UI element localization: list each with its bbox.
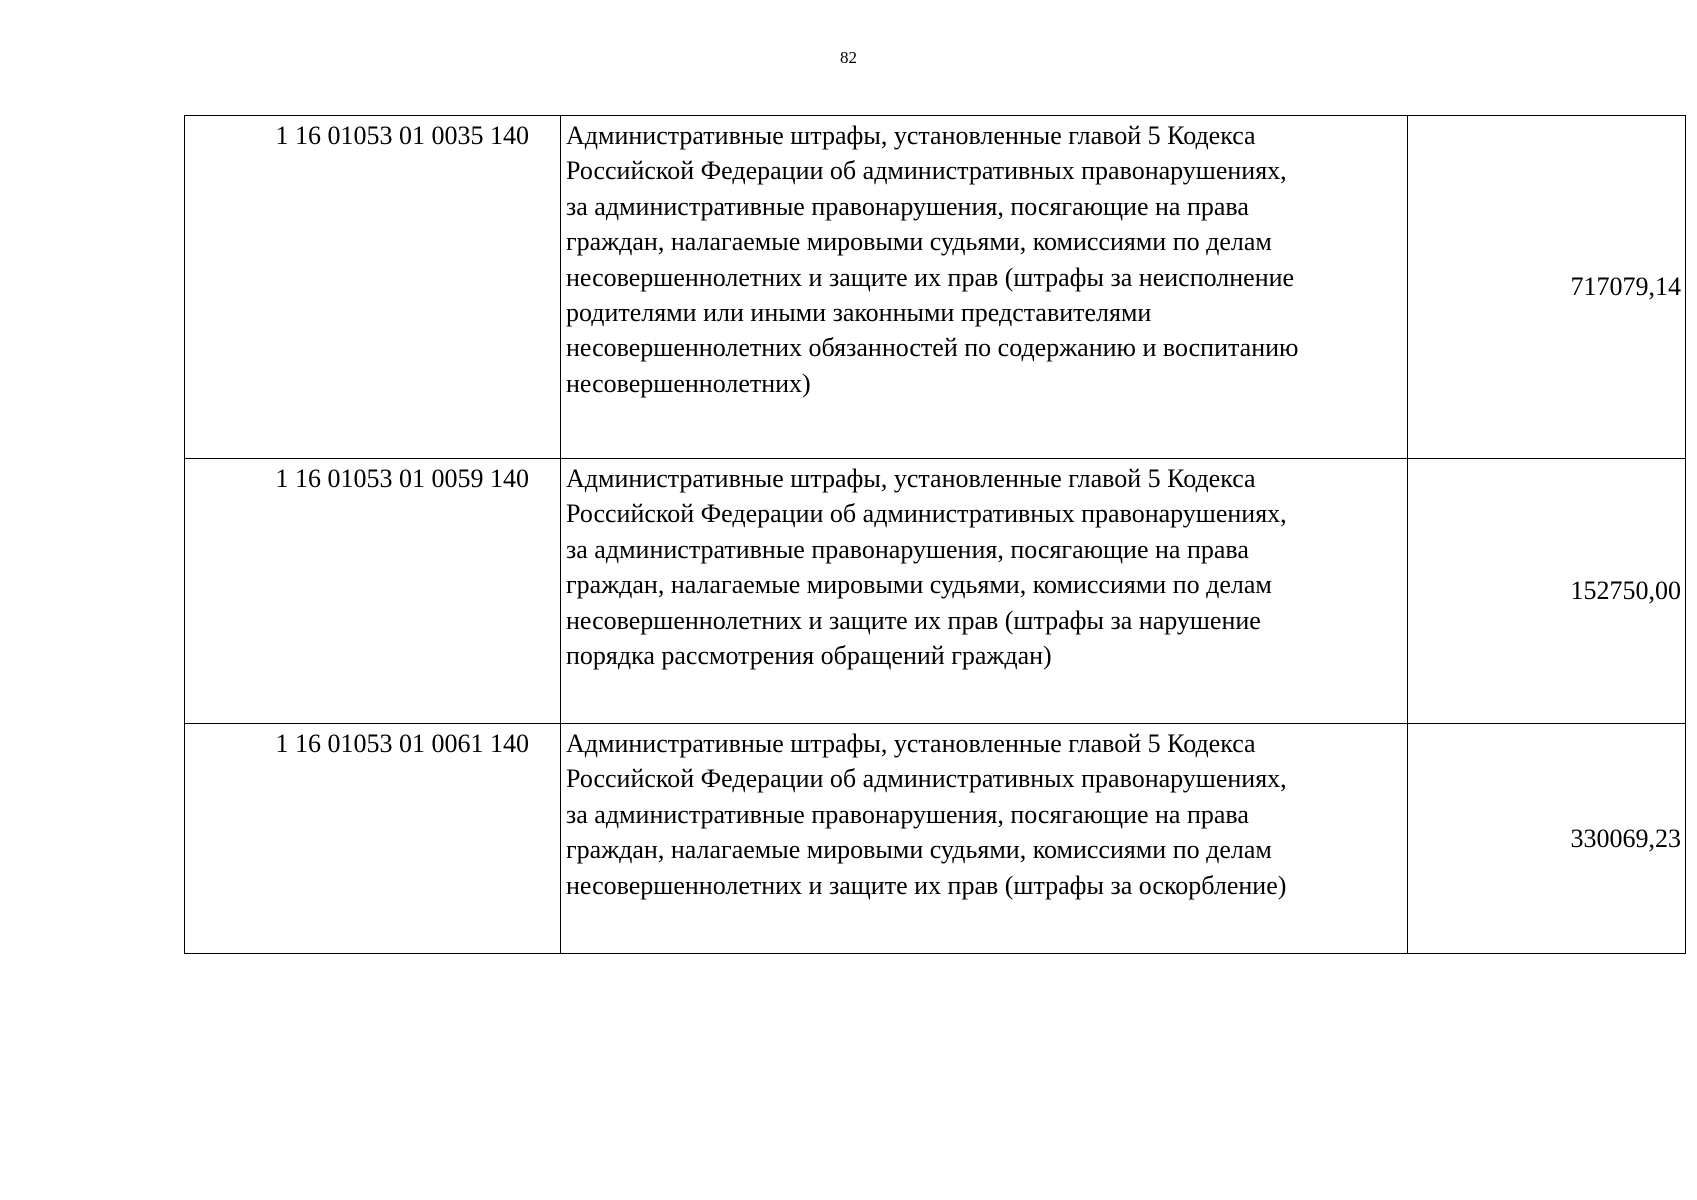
description-line: граждан, налагаемые мировыми судьями, комиссиями по делам bbox=[566, 227, 1272, 257]
description-line: Административные штрафы, установленные главой 5 Кодекса bbox=[566, 121, 1256, 150]
description-line: родителями или иными законными представителями bbox=[566, 298, 1152, 328]
description-line: за административные правонарушения, посягающие на права bbox=[566, 799, 1249, 829]
description-line: Административные штрафы, установленные главой 5 Кодекса bbox=[566, 464, 1256, 493]
description-line: Российской Федерации об административных правонарушениях, bbox=[566, 499, 1287, 529]
description-line: порядка рассмотрения обращений граждан) bbox=[566, 641, 1052, 671]
description-line: несовершеннолетних обязанностей по содержанию и воспитанию bbox=[566, 333, 1299, 363]
description-line: за административные правонарушения, посягающие на права bbox=[566, 191, 1249, 221]
description-line: Российской Федерации об административных правонарушениях, bbox=[566, 764, 1287, 794]
budget-code-cell: 1 16 01053 01 0059 140 bbox=[185, 459, 561, 724]
revenue-table bbox=[184, 115, 1686, 954]
description-line: Административные штрафы, установленные главой 5 Кодекса bbox=[566, 729, 1256, 758]
amount-cell: 152750,00 bbox=[1408, 459, 1686, 724]
budget-code-cell: 1 16 01053 01 0035 140 bbox=[185, 116, 561, 459]
amount-cell: 717079,14 bbox=[1408, 116, 1686, 459]
table-row bbox=[185, 724, 1686, 954]
description-cell bbox=[561, 459, 1408, 724]
description-cell bbox=[561, 116, 1408, 459]
description-line: граждан, налагаемые мировыми судьями, комиссиями по делам bbox=[566, 835, 1272, 865]
budget-code-cell: 1 16 01053 01 0061 140 bbox=[185, 724, 561, 954]
description-line: несовершеннолетних) bbox=[566, 368, 811, 398]
description-cell bbox=[561, 724, 1408, 954]
table-row bbox=[185, 459, 1686, 724]
description-line: несовершеннолетних и защите их прав (штрафы за неисполнение bbox=[566, 262, 1295, 292]
description-line: за административные правонарушения, посягающие на права bbox=[566, 534, 1249, 564]
page-number: 82 bbox=[840, 48, 857, 67]
description-line: несовершеннолетних и защите их прав (штрафы за нарушение bbox=[566, 605, 1261, 635]
description-line: несовершеннолетних и защите их прав (штрафы за оскорбление) bbox=[566, 870, 1287, 900]
amount-cell: 330069,23 bbox=[1408, 724, 1686, 954]
description-line: граждан, налагаемые мировыми судьями, комиссиями по делам bbox=[566, 570, 1272, 600]
description-line: Российской Федерации об административных правонарушениях, bbox=[566, 156, 1287, 186]
table-row bbox=[185, 116, 1686, 459]
